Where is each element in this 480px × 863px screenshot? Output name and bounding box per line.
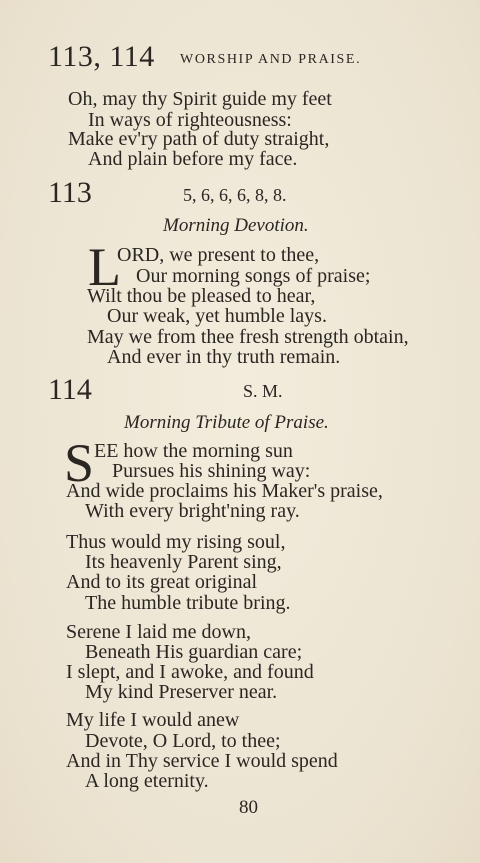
hymn-114-s1-line-4: With every bright'ning ray. <box>85 500 300 522</box>
hymn-113-line-2: Our morning songs of praise; <box>136 265 371 287</box>
header-hymn-numbers: 113, 114 <box>48 40 155 73</box>
prev-stanza-line-3: Make ev'ry path of duty straight, <box>68 128 330 150</box>
hymn-114-s1-line-2: Pursues his shining way: <box>112 460 311 482</box>
hymn-113-line-4: Our weak, yet humble lays. <box>107 305 327 327</box>
hymn-114-subtitle: Morning Tribute of Praise. <box>124 412 329 433</box>
hymn-113-number: 113 <box>48 176 92 209</box>
hymn-114-s1-line-1: EE how the morning sun <box>94 440 293 462</box>
hymn-113-dropcap: L <box>88 237 121 297</box>
hymn-114-s4-line-2: Devote, O Lord, to thee; <box>85 730 281 752</box>
hymn-113-meter: 5, 6, 6, 6, 8, 8. <box>183 185 287 205</box>
hymn-114-s3-line-2: Beneath His guardian care; <box>85 641 303 663</box>
hymn-114-s2-line-3: And to its great original <box>66 571 258 593</box>
hymn-114-s3-line-1: Serene I laid me down, <box>66 621 251 643</box>
hymn-113-line-5: May we from thee fresh strength obtain, <box>87 326 409 348</box>
hymn-114-s4-line-1: My life I would anew <box>66 709 240 731</box>
hymn-114-s4-line-3: And in Thy service I would spend <box>66 750 338 772</box>
hymn-114-number: 114 <box>48 373 92 406</box>
prev-stanza-line-4: And plain before my face. <box>88 148 298 170</box>
hymn-113-line-3: Wilt thou be pleased to hear, <box>87 285 316 307</box>
hymn-114-s3-line-3: I slept, and I awoke, and found <box>66 661 314 683</box>
hymn-114-meter: S. M. <box>243 381 283 401</box>
hymn-113-subtitle: Morning Devotion. <box>163 215 309 236</box>
page-number: 80 <box>239 797 258 818</box>
hymn-114-s4-line-4: A long eternity. <box>85 770 209 792</box>
hymn-114-dropcap: S <box>64 433 95 493</box>
prev-stanza-line-1: Oh, may thy Spirit guide my feet <box>68 88 332 110</box>
hymn-114-s2-line-4: The humble tribute bring. <box>85 592 291 614</box>
hymn-113-line-6: And ever in thy truth remain. <box>107 346 341 368</box>
hymn-114-s2-line-1: Thus would my rising soul, <box>66 531 286 553</box>
hymn-114-s3-line-4: My kind Preserver near. <box>85 681 278 703</box>
hymn-114-s1-line-3: And wide proclaims his Maker's praise, <box>66 480 383 502</box>
hymn-113-line-1: ORD, we present to thee, <box>117 244 320 266</box>
header-title: WORSHIP AND PRAISE. <box>180 52 362 67</box>
prev-stanza-line-2: In ways of righteousness: <box>88 109 292 131</box>
hymn-114-s2-line-2: Its heavenly Parent sing, <box>85 551 282 573</box>
